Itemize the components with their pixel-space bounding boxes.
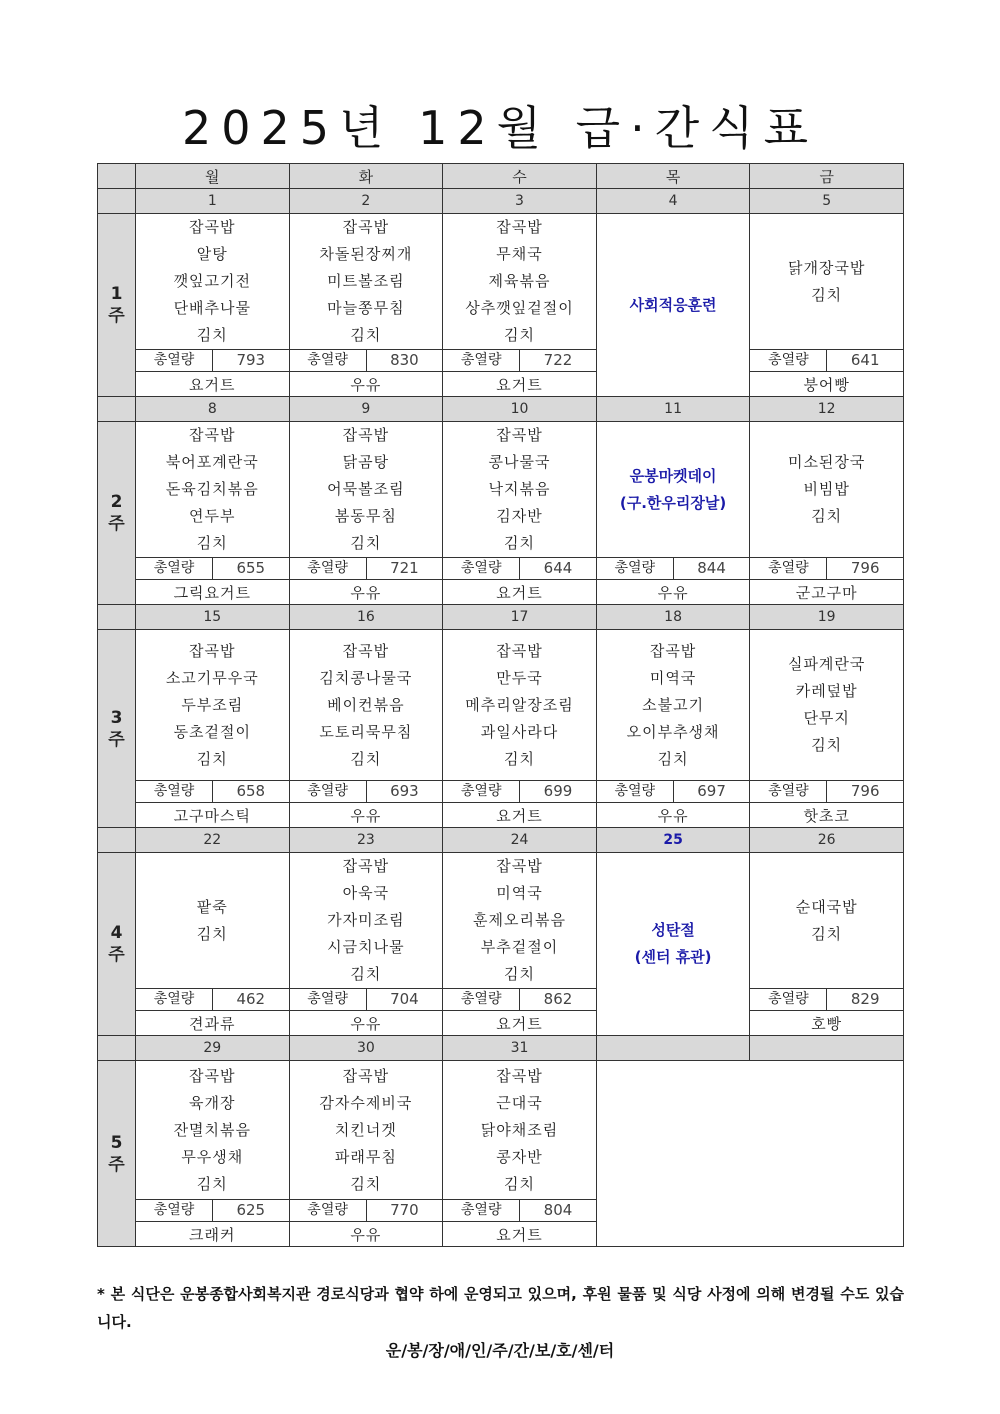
dish-item: 김치	[503, 534, 535, 552]
week-spacer	[98, 1036, 136, 1061]
week-spacer	[98, 828, 136, 853]
dish-item: 닭곰탕	[342, 453, 390, 471]
date-cell	[750, 1036, 904, 1061]
date-cell: 16	[289, 605, 443, 630]
dish-item: 잡곡밥	[189, 641, 236, 660]
calorie-value: 829	[850, 990, 880, 1008]
week-label	[98, 630, 136, 828]
calorie-value: 862	[543, 990, 573, 1008]
week-number: 5	[110, 1132, 123, 1153]
calorie-label: 총열량	[750, 350, 827, 371]
dish-item: 잡곡밥	[189, 426, 236, 444]
dish-item: 단무지	[803, 709, 850, 727]
day-header-tue: 화	[289, 164, 443, 189]
date-cell: 22	[136, 828, 290, 853]
dish-item: 김치	[196, 326, 228, 344]
dish-item: 잡곡밥	[496, 857, 543, 875]
calorie-label: 총열량	[443, 989, 520, 1010]
snack-cell: 요거트	[443, 1011, 597, 1036]
menu-cell	[289, 1061, 443, 1200]
dish-item: 미역국	[649, 668, 697, 687]
date-cell: 29	[136, 1036, 290, 1061]
week-label	[98, 1061, 136, 1247]
calorie-cell	[289, 558, 443, 580]
dish-item: 동초겉절이	[173, 722, 252, 741]
week-number: 3	[110, 707, 123, 728]
dish-item: 미트볼조림	[327, 272, 405, 290]
dish-item: 김치	[503, 749, 535, 768]
week-number: 1	[110, 284, 123, 304]
dish-item: 실파계란국	[787, 655, 866, 673]
menu-cell	[596, 630, 750, 781]
day-header-wed: 수	[443, 164, 597, 189]
calorie-cell	[136, 350, 290, 372]
menu-cell	[289, 214, 443, 350]
dish-item: 미역국	[496, 884, 543, 902]
dish-item: 김치	[811, 736, 843, 754]
event-cell	[596, 853, 750, 1036]
date-cell: 23	[289, 828, 443, 853]
dish-item: 잡곡밥	[342, 857, 390, 875]
calorie-label: 총열량	[750, 989, 827, 1010]
dish-item: 카레덮밥	[795, 682, 858, 700]
calorie-cell	[443, 989, 597, 1011]
menu-cell	[443, 214, 597, 350]
calorie-cell	[443, 1200, 597, 1222]
calorie-label: 총열량	[136, 1200, 213, 1221]
dish-item: 잡곡밥	[342, 1066, 390, 1085]
event-text: 운봉마켓데이	[629, 466, 717, 485]
dish-item: 잡곡밥	[496, 641, 543, 660]
menu-cell	[136, 1061, 290, 1200]
calorie-value: 770	[390, 1201, 419, 1219]
calorie-cell	[136, 1200, 290, 1222]
calorie-cell	[289, 989, 443, 1011]
dish-item: 김치	[503, 1174, 535, 1193]
dish-item: 연두부	[189, 507, 236, 525]
dish-item: 두부조림	[181, 695, 244, 714]
calorie-value: 830	[390, 351, 419, 369]
calorie-label: 총열량	[290, 989, 367, 1010]
dish-item: 콩나물국	[488, 453, 551, 471]
calorie-value: 644	[543, 559, 573, 577]
calorie-label: 총열량	[136, 558, 213, 579]
date-row	[98, 397, 904, 422]
dish-item: 김치	[657, 749, 689, 768]
day-header-thu: 목	[596, 164, 750, 189]
calorie-cell	[750, 781, 904, 803]
dish-item: 잡곡밥	[496, 426, 543, 444]
calorie-value: 722	[543, 351, 573, 369]
dish-item: 깻잎고기전	[173, 272, 252, 290]
snack-cell: 핫초코	[750, 803, 904, 828]
day-header-mon: 월	[136, 164, 290, 189]
menu-cell	[750, 853, 904, 989]
date-cell: 10	[443, 397, 597, 422]
calorie-cell	[596, 558, 750, 580]
week-spacer	[98, 189, 136, 214]
dish-item: 아욱국	[342, 884, 390, 902]
page-title: 2025년 12월 급·간식표	[181, 101, 819, 155]
dish-item: 도토리묵무침	[319, 722, 413, 741]
snack-cell: 우유	[289, 1222, 443, 1247]
snack-cell: 고구마스틱	[136, 803, 290, 828]
snack-cell: 우유	[596, 803, 750, 828]
snack-cell: 우유	[289, 372, 443, 397]
menu-cell	[136, 853, 290, 989]
dish-item: 차돌된장찌개	[319, 245, 413, 263]
dish-item: 훈제오리볶음	[473, 911, 566, 929]
dish-item: 부추겉절이	[480, 938, 559, 956]
dish-item: 가자미조림	[327, 911, 405, 929]
calorie-label: 총열량	[290, 1200, 367, 1221]
date-row	[98, 605, 904, 630]
week-label	[98, 422, 136, 605]
calorie-cell	[750, 989, 904, 1011]
dish-item: 비빔밥	[803, 480, 850, 498]
footer-note: * 본 식단은 운봉종합사회복지관 경로식당과 협약 하에 운영되고 있으며, 후원 물품 및 식당 사정에 의해 변경될 수도 있습니다.	[97, 1285, 904, 1331]
dish-item: 단배추나물	[173, 299, 252, 317]
calorie-cell	[596, 781, 750, 803]
dish-item: 소고기무우국	[165, 668, 259, 687]
date-cell: 30	[289, 1036, 443, 1061]
snack-cell: 요거트	[443, 1222, 597, 1247]
dish-item: 김치	[350, 965, 382, 983]
calorie-value: 658	[236, 782, 266, 800]
calorie-value: 699	[543, 782, 573, 800]
dish-item: 김치	[503, 326, 535, 344]
footer-signature: 운/봉/장/애/인/주/간/보/호/센/터	[385, 1341, 615, 1360]
dish-item: 메추리알장조림	[465, 695, 574, 714]
dish-item: 잡곡밥	[342, 426, 390, 444]
dish-item: 김치	[196, 534, 228, 552]
calorie-value: 641	[850, 351, 880, 369]
week-spacer	[98, 397, 136, 422]
calorie-label: 총열량	[136, 989, 213, 1010]
calorie-cell	[443, 558, 597, 580]
dish-item: 잡곡밥	[496, 218, 543, 236]
date-cell: 31	[443, 1036, 597, 1061]
corner-cell	[98, 164, 136, 189]
calorie-value: 844	[697, 559, 726, 577]
date-cell: 15	[136, 605, 290, 630]
date-cell: 17	[443, 605, 597, 630]
dish-item: 마늘쫑무침	[327, 299, 405, 317]
calorie-label: 총열량	[136, 781, 213, 802]
week-spacer	[98, 605, 136, 630]
calorie-cell	[136, 989, 290, 1011]
menu-cell	[289, 853, 443, 989]
menu-cell	[443, 1061, 597, 1200]
calorie-cell	[443, 781, 597, 803]
dish-item: 어묵볼조림	[327, 480, 405, 498]
calorie-value: 697	[697, 782, 726, 800]
calorie-label: 총열량	[443, 781, 520, 802]
calorie-value: 704	[390, 990, 419, 1008]
dish-item: 낙지볶음	[488, 480, 551, 498]
dish-item: 김치	[350, 1174, 382, 1193]
calorie-cell	[289, 350, 443, 372]
calorie-cell	[750, 350, 904, 372]
week-suffix: 주	[108, 945, 125, 965]
menu-cell	[750, 630, 904, 781]
date-cell: 4	[596, 189, 750, 214]
dish-item: 김자반	[496, 507, 543, 525]
calorie-value: 796	[850, 559, 880, 577]
snack-cell: 견과류	[136, 1011, 290, 1036]
calorie-label: 총열량	[290, 781, 367, 802]
dish-item: 육개장	[189, 1093, 236, 1112]
snack-cell: 요거트	[443, 580, 597, 605]
dish-item: 김치	[350, 749, 382, 768]
dish-item: 베이컨볶음	[327, 695, 405, 714]
date-cell: 12	[750, 397, 904, 422]
dish-item: 잔멸치볶음	[173, 1120, 252, 1139]
dish-item: 만두국	[496, 668, 543, 687]
snack-cell: 우유	[596, 580, 750, 605]
dish-item: 치킨너겟	[334, 1120, 397, 1139]
dish-item: 팥죽	[196, 897, 228, 916]
calorie-cell	[289, 1200, 443, 1222]
week-label	[98, 853, 136, 1036]
date-cell: 25	[596, 828, 750, 853]
menu-cell	[443, 853, 597, 989]
dish-item: 상추깻잎겉절이	[465, 299, 574, 317]
calorie-label: 총열량	[290, 350, 367, 371]
date-cell: 1	[136, 189, 290, 214]
day-header-fri: 금	[750, 164, 904, 189]
event-cell	[596, 422, 750, 558]
menu-cell	[750, 214, 904, 350]
dish-item: 김치콩나물국	[319, 668, 413, 687]
menu-cell	[136, 630, 290, 781]
snack-cell: 요거트	[443, 803, 597, 828]
dish-item: 과일사라다	[480, 722, 559, 741]
snack-cell: 군고구마	[750, 580, 904, 605]
date-cell: 8	[136, 397, 290, 422]
dish-item: 돈육김치볶음	[165, 480, 259, 498]
menu-cell	[136, 214, 290, 350]
dish-item: 김치	[811, 924, 843, 943]
menu-cell	[289, 422, 443, 558]
calorie-label: 총열량	[750, 558, 827, 579]
dish-item: 잡곡밥	[342, 218, 390, 236]
dish-item: 무우생채	[181, 1147, 244, 1166]
calorie-value: 655	[236, 559, 266, 577]
dish-item: 잡곡밥	[189, 218, 236, 236]
dish-item: 봄동무침	[334, 507, 397, 525]
dish-item: 감자수제비국	[319, 1093, 413, 1112]
week-suffix: 주	[108, 514, 125, 534]
calorie-label: 총열량	[750, 781, 827, 802]
snack-cell: 요거트	[443, 372, 597, 397]
calorie-label: 총열량	[290, 558, 367, 579]
calorie-value: 804	[543, 1201, 573, 1219]
calorie-label: 총열량	[597, 781, 674, 802]
calorie-value: 462	[236, 990, 266, 1008]
dish-item: 김치	[350, 534, 382, 552]
event-text: (구.한우리장날)	[619, 493, 727, 512]
snack-cell: 우유	[289, 1011, 443, 1036]
date-cell: 24	[443, 828, 597, 853]
dish-item: 순대국밥	[795, 897, 858, 916]
week-suffix: 주	[108, 306, 125, 326]
week-suffix: 주	[108, 729, 125, 750]
date-cell: 11	[596, 397, 750, 422]
snack-cell: 붕어빵	[750, 372, 904, 397]
dish-item: 알탕	[196, 245, 228, 263]
week-number: 2	[110, 492, 123, 512]
date-cell: 18	[596, 605, 750, 630]
snack-cell: 우유	[289, 803, 443, 828]
calorie-cell	[750, 558, 904, 580]
calorie-value: 793	[236, 351, 266, 369]
dish-item: 김치	[811, 507, 843, 525]
dish-item: 김치	[811, 285, 843, 304]
calorie-label: 총열량	[136, 350, 213, 371]
menu-cell	[750, 422, 904, 558]
week-number: 4	[110, 923, 123, 943]
calorie-value: 796	[850, 782, 880, 800]
date-cell: 2	[289, 189, 443, 214]
calorie-value: 625	[236, 1201, 266, 1219]
dish-item: 김치	[196, 924, 228, 943]
dish-item: 오이부추생채	[626, 722, 720, 741]
dish-item: 김치	[503, 965, 535, 983]
week-label	[98, 214, 136, 397]
calorie-value: 693	[390, 782, 419, 800]
dish-item: 김치	[196, 749, 228, 768]
event-text: 성탄절	[651, 921, 695, 939]
event-text: 사회적응훈련	[629, 295, 717, 314]
date-cell: 19	[750, 605, 904, 630]
dish-item: 닭야채조림	[480, 1120, 559, 1139]
date-cell: 3	[443, 189, 597, 214]
dish-item: 근대국	[496, 1093, 543, 1112]
menu-cell	[443, 422, 597, 558]
empty-cell	[596, 1061, 903, 1247]
snack-cell: 그릭요거트	[136, 580, 290, 605]
dish-item: 잡곡밥	[189, 1066, 236, 1085]
snack-cell: 요거트	[136, 372, 290, 397]
dish-item: 김치	[196, 1174, 228, 1193]
calorie-label: 총열량	[443, 558, 520, 579]
dish-item: 제육볶음	[488, 272, 551, 290]
date-cell: 9	[289, 397, 443, 422]
menu-cell	[136, 422, 290, 558]
snack-cell: 호빵	[750, 1011, 904, 1036]
snack-cell: 크래커	[136, 1222, 290, 1247]
calorie-cell	[136, 558, 290, 580]
dish-item: 무채국	[496, 245, 543, 263]
date-cell: 26	[750, 828, 904, 853]
dish-item: 닭개장국밥	[787, 258, 866, 277]
dish-item: 북어포계란국	[165, 453, 259, 471]
week-suffix: 주	[108, 1154, 125, 1175]
calorie-value: 721	[390, 559, 419, 577]
dish-item: 잡곡밥	[342, 641, 390, 660]
calorie-cell	[136, 781, 290, 803]
dish-item: 소불고기	[642, 695, 705, 714]
dish-item: 콩자반	[496, 1147, 543, 1166]
date-row	[98, 189, 904, 214]
menu-cell	[443, 630, 597, 781]
dish-item: 김치	[350, 326, 382, 344]
event-text: (센터 휴관)	[634, 948, 712, 966]
dish-item: 파래무침	[334, 1147, 397, 1166]
meal-plan-table	[97, 163, 904, 1247]
date-cell: 5	[750, 189, 904, 214]
date-cell	[596, 1036, 750, 1061]
event-cell	[596, 214, 750, 397]
dish-item: 시금치나물	[327, 938, 405, 956]
dish-item: 잡곡밥	[496, 1066, 543, 1085]
menu-cell	[289, 630, 443, 781]
dish-item: 잡곡밥	[649, 641, 697, 660]
calorie-label: 총열량	[597, 558, 674, 579]
calorie-label: 총열량	[443, 1200, 520, 1221]
dish-item: 미소된장국	[787, 453, 866, 471]
calorie-label: 총열량	[443, 350, 520, 371]
date-row	[98, 828, 904, 853]
calorie-cell	[289, 781, 443, 803]
calorie-cell	[443, 350, 597, 372]
snack-cell: 우유	[289, 580, 443, 605]
date-row	[98, 1036, 904, 1061]
